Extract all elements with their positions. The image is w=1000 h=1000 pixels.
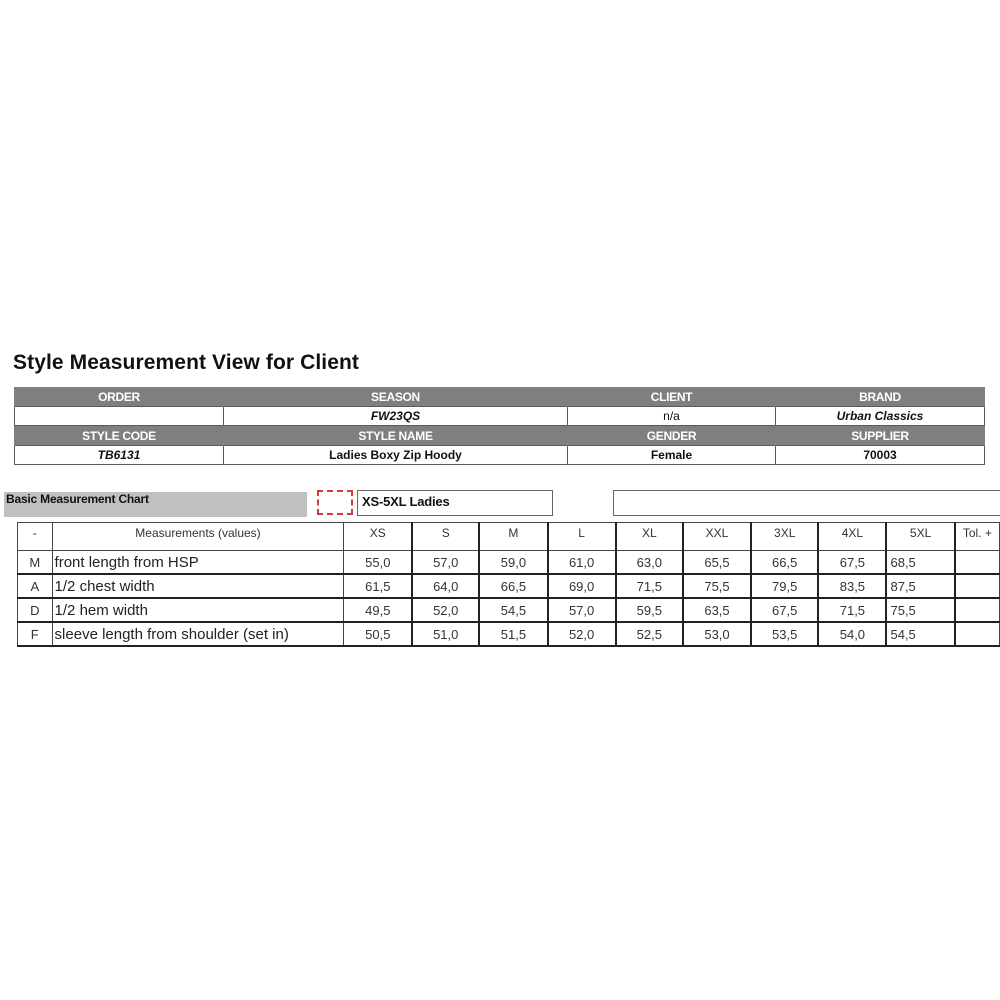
value-cell: 67,5: [818, 551, 886, 575]
col-header-tolerance: Tol. +: [955, 523, 1000, 551]
value-cell: 68,5: [886, 551, 954, 575]
value-cell: 63,0: [616, 551, 683, 575]
header-client: CLIENT: [568, 387, 776, 407]
row-measurement-name: 1/2 hem width: [52, 598, 344, 622]
value-cell: 51,0: [412, 622, 479, 646]
measurement-table: [17, 522, 1000, 647]
table-row: [18, 598, 1000, 622]
row-measurement-name: 1/2 chest width: [52, 574, 344, 598]
header-supplier: SUPPLIER: [776, 426, 985, 446]
tolerance-cell: [955, 551, 1000, 575]
row-code: A: [18, 574, 53, 598]
page-title: Style Measurement View for Client: [13, 351, 360, 374]
table-row: [18, 551, 1000, 575]
value-cell: 87,5: [886, 574, 954, 598]
value-cell: 69,0: [548, 574, 616, 598]
style-code-value: TB6131: [15, 446, 224, 465]
value-cell: 71,5: [818, 598, 886, 622]
value-cell: 61,0: [548, 551, 616, 575]
header-brand: BRAND: [776, 387, 985, 407]
value-cell: 71,5: [616, 574, 683, 598]
col-header-size: 5XL: [886, 523, 954, 551]
gender-value: Female: [568, 446, 776, 465]
value-cell: 67,5: [751, 598, 818, 622]
col-header-size: 4XL: [818, 523, 886, 551]
row-code: D: [18, 598, 53, 622]
col-header-size: XL: [616, 523, 683, 551]
brand-value: Urban Classics: [776, 407, 985, 426]
season-value: FW23QS: [224, 407, 568, 426]
value-cell: 52,0: [412, 598, 479, 622]
value-cell: 59,5: [616, 598, 683, 622]
value-cell: 66,5: [479, 574, 547, 598]
client-value: n/a: [568, 407, 776, 426]
value-cell: 64,0: [412, 574, 479, 598]
col-header-size: 3XL: [751, 523, 818, 551]
measurement-header-row: [18, 523, 1000, 551]
extra-field: [613, 490, 1000, 516]
table-row: [18, 574, 1000, 598]
col-header-size: XXL: [683, 523, 751, 551]
value-cell: 63,5: [683, 598, 751, 622]
chart-label: Basic Measurement Chart: [4, 492, 307, 517]
size-range-field: XS-5XL Ladies: [357, 490, 553, 516]
tolerance-cell: [955, 574, 1000, 598]
header-gender: GENDER: [568, 426, 776, 446]
value-cell: 83,5: [818, 574, 886, 598]
value-cell: 75,5: [683, 574, 751, 598]
value-cell: 54,5: [479, 598, 547, 622]
value-cell: 54,5: [886, 622, 954, 646]
value-cell: 49,5: [344, 598, 412, 622]
row-measurement-name: sleeve length from shoulder (set in): [52, 622, 344, 646]
style-name-value: Ladies Boxy Zip Hoody: [224, 446, 568, 465]
value-cell: 54,0: [818, 622, 886, 646]
row-code: F: [18, 622, 53, 646]
supplier-value: 70003: [776, 446, 985, 465]
value-cell: 61,5: [344, 574, 412, 598]
header-style-code: STYLE CODE: [15, 426, 224, 446]
value-cell: 50,5: [344, 622, 412, 646]
value-cell: 75,5: [886, 598, 954, 622]
col-header-measurement: Measurements (values): [52, 523, 344, 551]
col-header-size: S: [412, 523, 479, 551]
table-row: [18, 622, 1000, 646]
value-cell: 52,5: [616, 622, 683, 646]
value-cell: 66,5: [751, 551, 818, 575]
row-measurement-name: front length from HSP: [52, 551, 344, 575]
value-cell: 51,5: [479, 622, 547, 646]
value-cell: 55,0: [344, 551, 412, 575]
value-cell: 59,0: [479, 551, 547, 575]
order-value: [15, 407, 224, 426]
tolerance-cell: [955, 598, 1000, 622]
value-cell: 52,0: [548, 622, 616, 646]
value-cell: 57,0: [548, 598, 616, 622]
row-code: M: [18, 551, 53, 575]
header-order: ORDER: [15, 387, 224, 407]
selection-checkbox[interactable]: [317, 490, 353, 515]
value-cell: 65,5: [683, 551, 751, 575]
col-header-size: XS: [344, 523, 412, 551]
value-cell: 57,0: [412, 551, 479, 575]
col-header-size: L: [548, 523, 616, 551]
header-season: SEASON: [224, 387, 568, 407]
value-cell: 53,0: [683, 622, 751, 646]
value-cell: 53,5: [751, 622, 818, 646]
style-info-table: [14, 387, 985, 465]
tolerance-cell: [955, 622, 1000, 646]
header-style-name: STYLE NAME: [224, 426, 568, 446]
col-header-size: M: [479, 523, 547, 551]
col-header-code: -: [18, 523, 53, 551]
value-cell: 79,5: [751, 574, 818, 598]
